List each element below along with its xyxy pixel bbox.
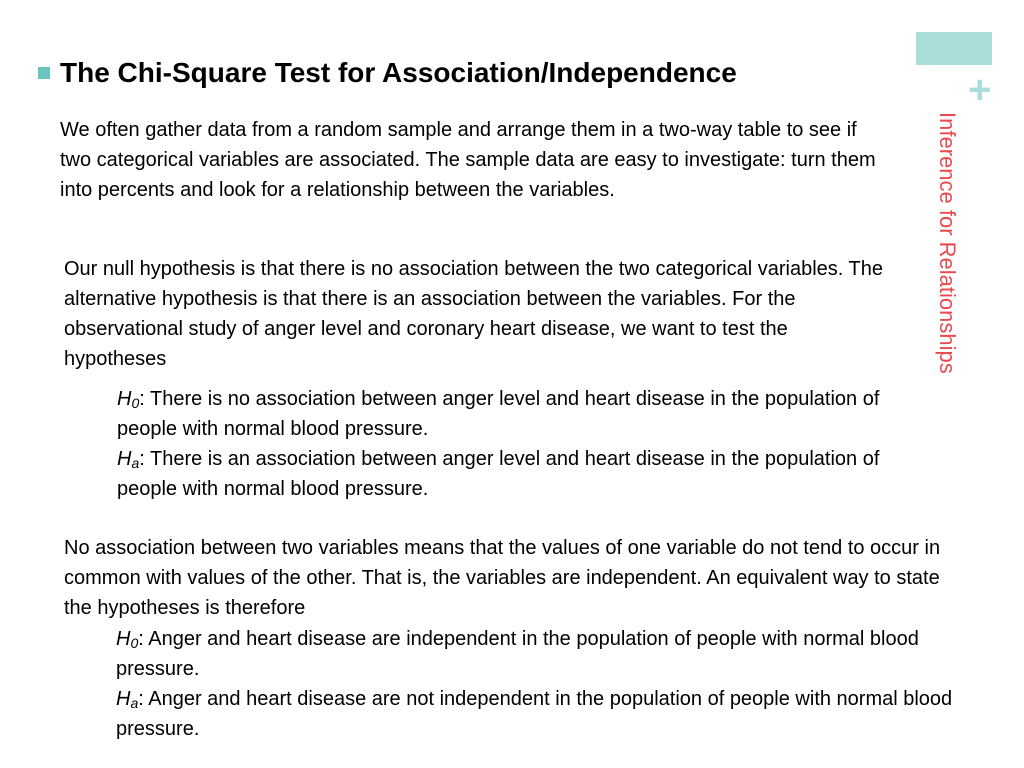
section-side-title: Inference for Relationships <box>935 112 960 374</box>
hypothesis-text: : There is an association between anger level and heart disease in the population of people with normal blood pressure. <box>117 448 880 500</box>
intro-paragraph: We often gather data from a random sample and arrange them in a two-way table to see if two categorical variables are associated. The sample data are easy to investigate: turn them into percents and look for a relationship between the variables. <box>60 119 876 201</box>
hypothesis-alternative <box>116 684 986 744</box>
hypothesis-alternative <box>117 444 917 504</box>
hypothesis-text: : There is no association between anger level and heart disease in the population of people with normal blood pressure. <box>117 388 880 440</box>
hypothesis-symbol: $H_a$ <box>116 688 139 711</box>
hypotheses-block-2 <box>116 624 986 744</box>
hypothesis-symbol: $H_0$ <box>117 388 140 411</box>
plus-icon: + <box>968 68 992 112</box>
hypothesis-null <box>116 624 986 684</box>
slide-title <box>38 56 737 90</box>
independence-paragraph: No association between two variables means that the values of one variable do not tend to occur in common with values of the other. That is, the variables are independent. An equivalent way to state the hypotheses is therefore <box>64 537 941 619</box>
hypothesis-null <box>117 384 917 444</box>
hypothesis-text: : Anger and heart disease are not independent in the population of people with normal blood pressure. <box>116 688 953 740</box>
decorative-block <box>916 32 992 65</box>
slide-title-text: The Chi-Square Test for Association/Independence <box>60 57 737 88</box>
hypothesis-symbol: $H_a$ <box>117 448 140 471</box>
hypothesis-symbol: $H_0$ <box>116 628 139 651</box>
hypothesis-text: : Anger and heart disease are independent in the population of people with normal blood pressure. <box>116 628 919 680</box>
hypotheses-block-1 <box>117 384 917 504</box>
null-hypothesis-paragraph: Our null hypothesis is that there is no association between the two categorical variables. The alternative hypothesis is that there is an association between the variables. For the observational study of anger level and coronary heart disease, we want to test the hypotheses <box>64 258 883 370</box>
square-bullet-icon <box>38 67 50 79</box>
